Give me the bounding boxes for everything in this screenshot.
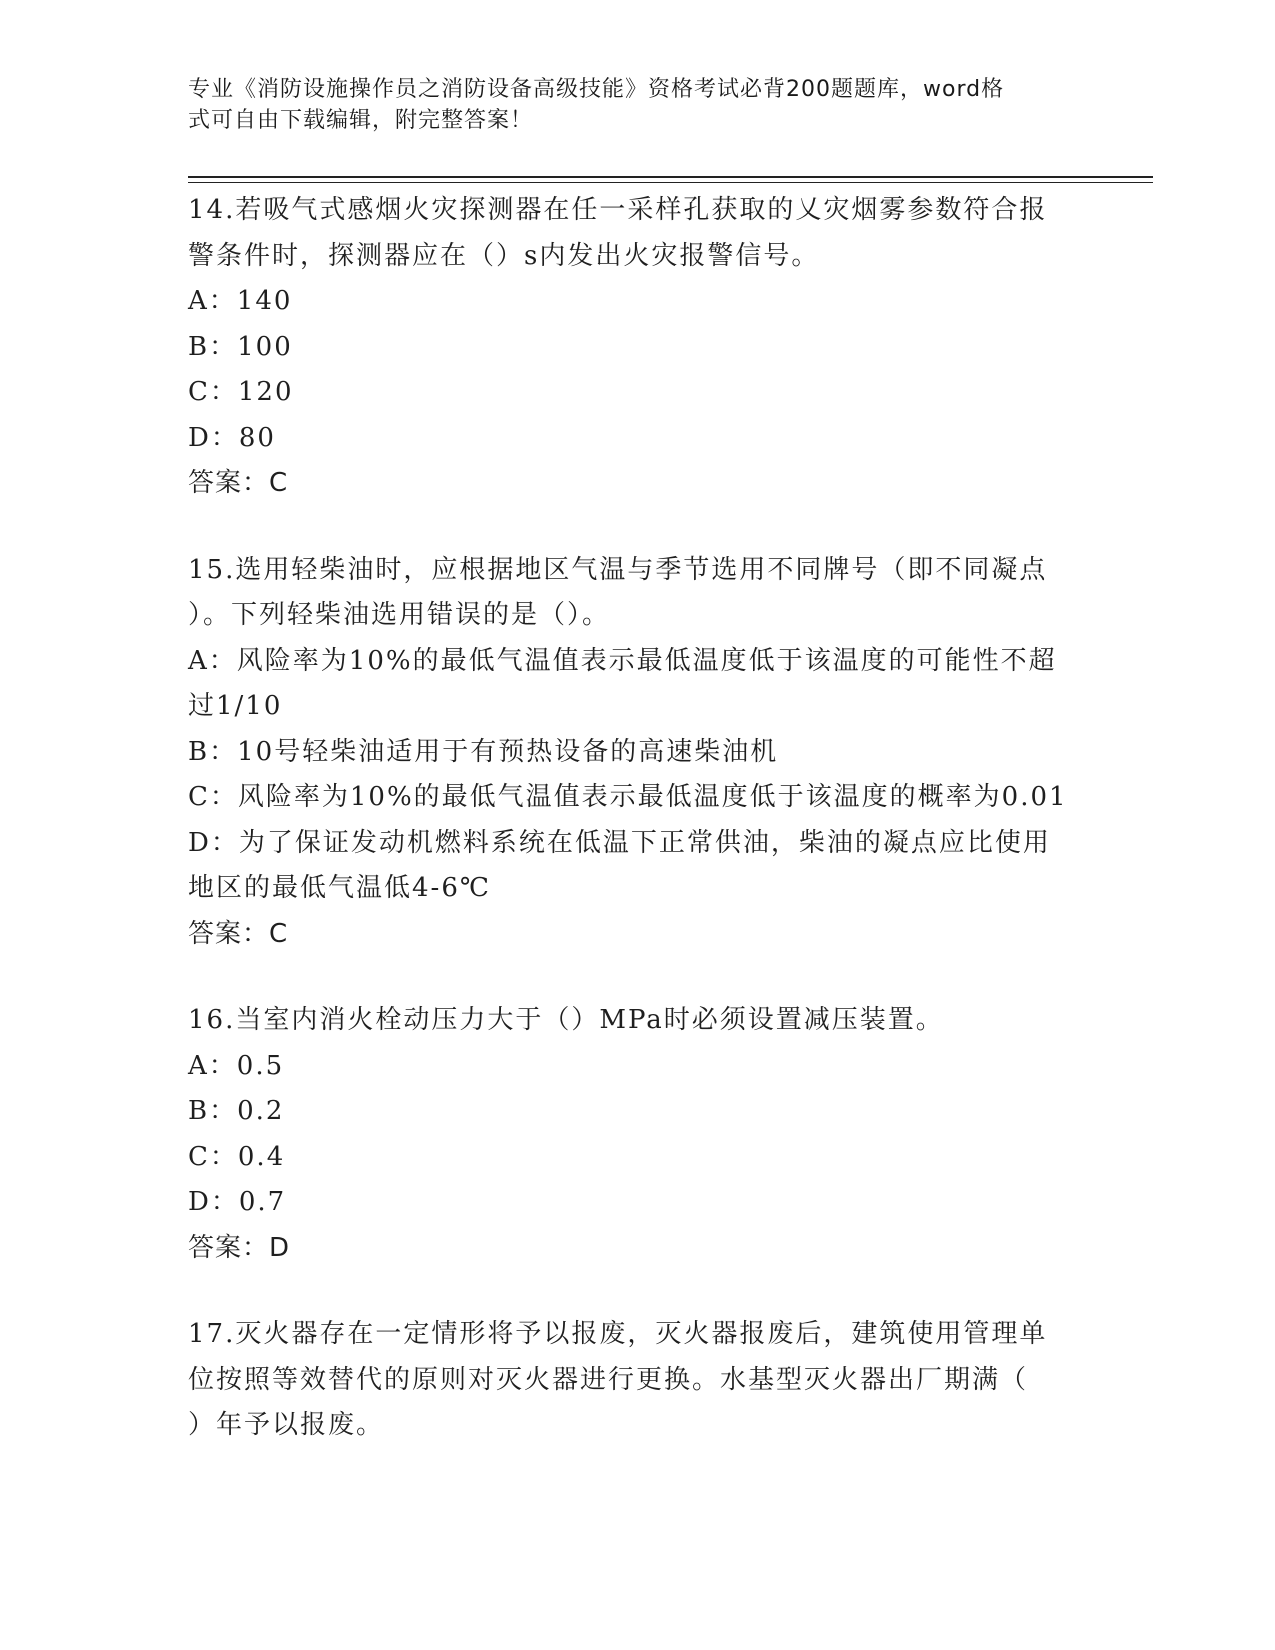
question-stem-line: 位按照等效替代的原则对灭火器进行更换。水基型灭火器出厂期满（ bbox=[188, 1364, 1029, 1395]
header-line-1: 专业《消防设施操作员之消防设备高级技能》资格考试必背200题题库，word格 bbox=[188, 77, 1005, 102]
question-stem-line: 17.灭火器存在一定情形将予以报废，灭火器报废后，建筑使用管理单 bbox=[188, 1319, 1048, 1349]
answer-option-line: D：0.7 bbox=[188, 1187, 287, 1217]
header-divider-thick bbox=[188, 176, 1153, 178]
question-block bbox=[188, 188, 1083, 507]
question-list bbox=[188, 188, 1083, 1490]
answer-option-line: C：120 bbox=[188, 377, 294, 407]
correct-answer: 答案：C bbox=[188, 918, 289, 949]
question-stem-line: 15.选用轻柴油时，应根据地区气温与季节选用不同牌号（即不同凝点 bbox=[188, 554, 1048, 585]
answer-option-line: B：100 bbox=[188, 331, 293, 362]
answer-option-line: 过1/10 bbox=[188, 691, 283, 721]
answer-option-line: D：80 bbox=[188, 422, 276, 453]
header-divider-thin bbox=[188, 182, 1153, 183]
question-stem-line: 14.若吸气式感烟火灾探测器在任一采样孔获取的乂灾烟雾参数符合报 bbox=[188, 195, 1048, 225]
answer-option-line: 地区的最低气温低4-6℃ bbox=[188, 873, 491, 903]
answer-option-line: A：风险率为10%的最低气温值表示最低温度低于该温度的可能性不超 bbox=[188, 645, 1057, 676]
question-stem-line: ）年予以报废。 bbox=[188, 1410, 385, 1440]
question-block bbox=[188, 998, 1083, 1271]
question-stem-line: 16.当室内消火栓动压力大于（）MPa时必须设置减压装置。 bbox=[188, 1005, 944, 1035]
question-block bbox=[188, 1312, 1083, 1449]
document-header bbox=[188, 74, 1068, 136]
answer-option-line: D：为了保证发动机燃料系统在低温下正常供油，柴油的凝点应比使用 bbox=[188, 827, 1051, 858]
correct-answer: 答案：C bbox=[188, 468, 289, 498]
correct-answer: 答案：D bbox=[188, 1232, 291, 1263]
answer-option-line: B：0.2 bbox=[188, 1096, 285, 1126]
answer-option-line: A：0.5 bbox=[188, 1050, 285, 1081]
answer-option-line: B：10号轻柴油适用于有预热设备的高速柴油机 bbox=[188, 736, 779, 767]
question-block bbox=[188, 548, 1083, 958]
answer-option-line: C：0.4 bbox=[188, 1141, 286, 1172]
answer-option-line: C：风险率为10%的最低气温值表示最低温度低于该温度的概率为0.01 bbox=[188, 782, 1068, 812]
question-stem-line: 警条件时，探测器应在（）s内发出火灾报警信号。 bbox=[188, 240, 820, 271]
answer-option-line: A：140 bbox=[188, 286, 293, 316]
question-stem-line: ）。下列轻柴油选用错误的是（）。 bbox=[188, 600, 611, 630]
header-line-2: 式可自由下载编辑，附完整答案！ bbox=[188, 108, 534, 133]
